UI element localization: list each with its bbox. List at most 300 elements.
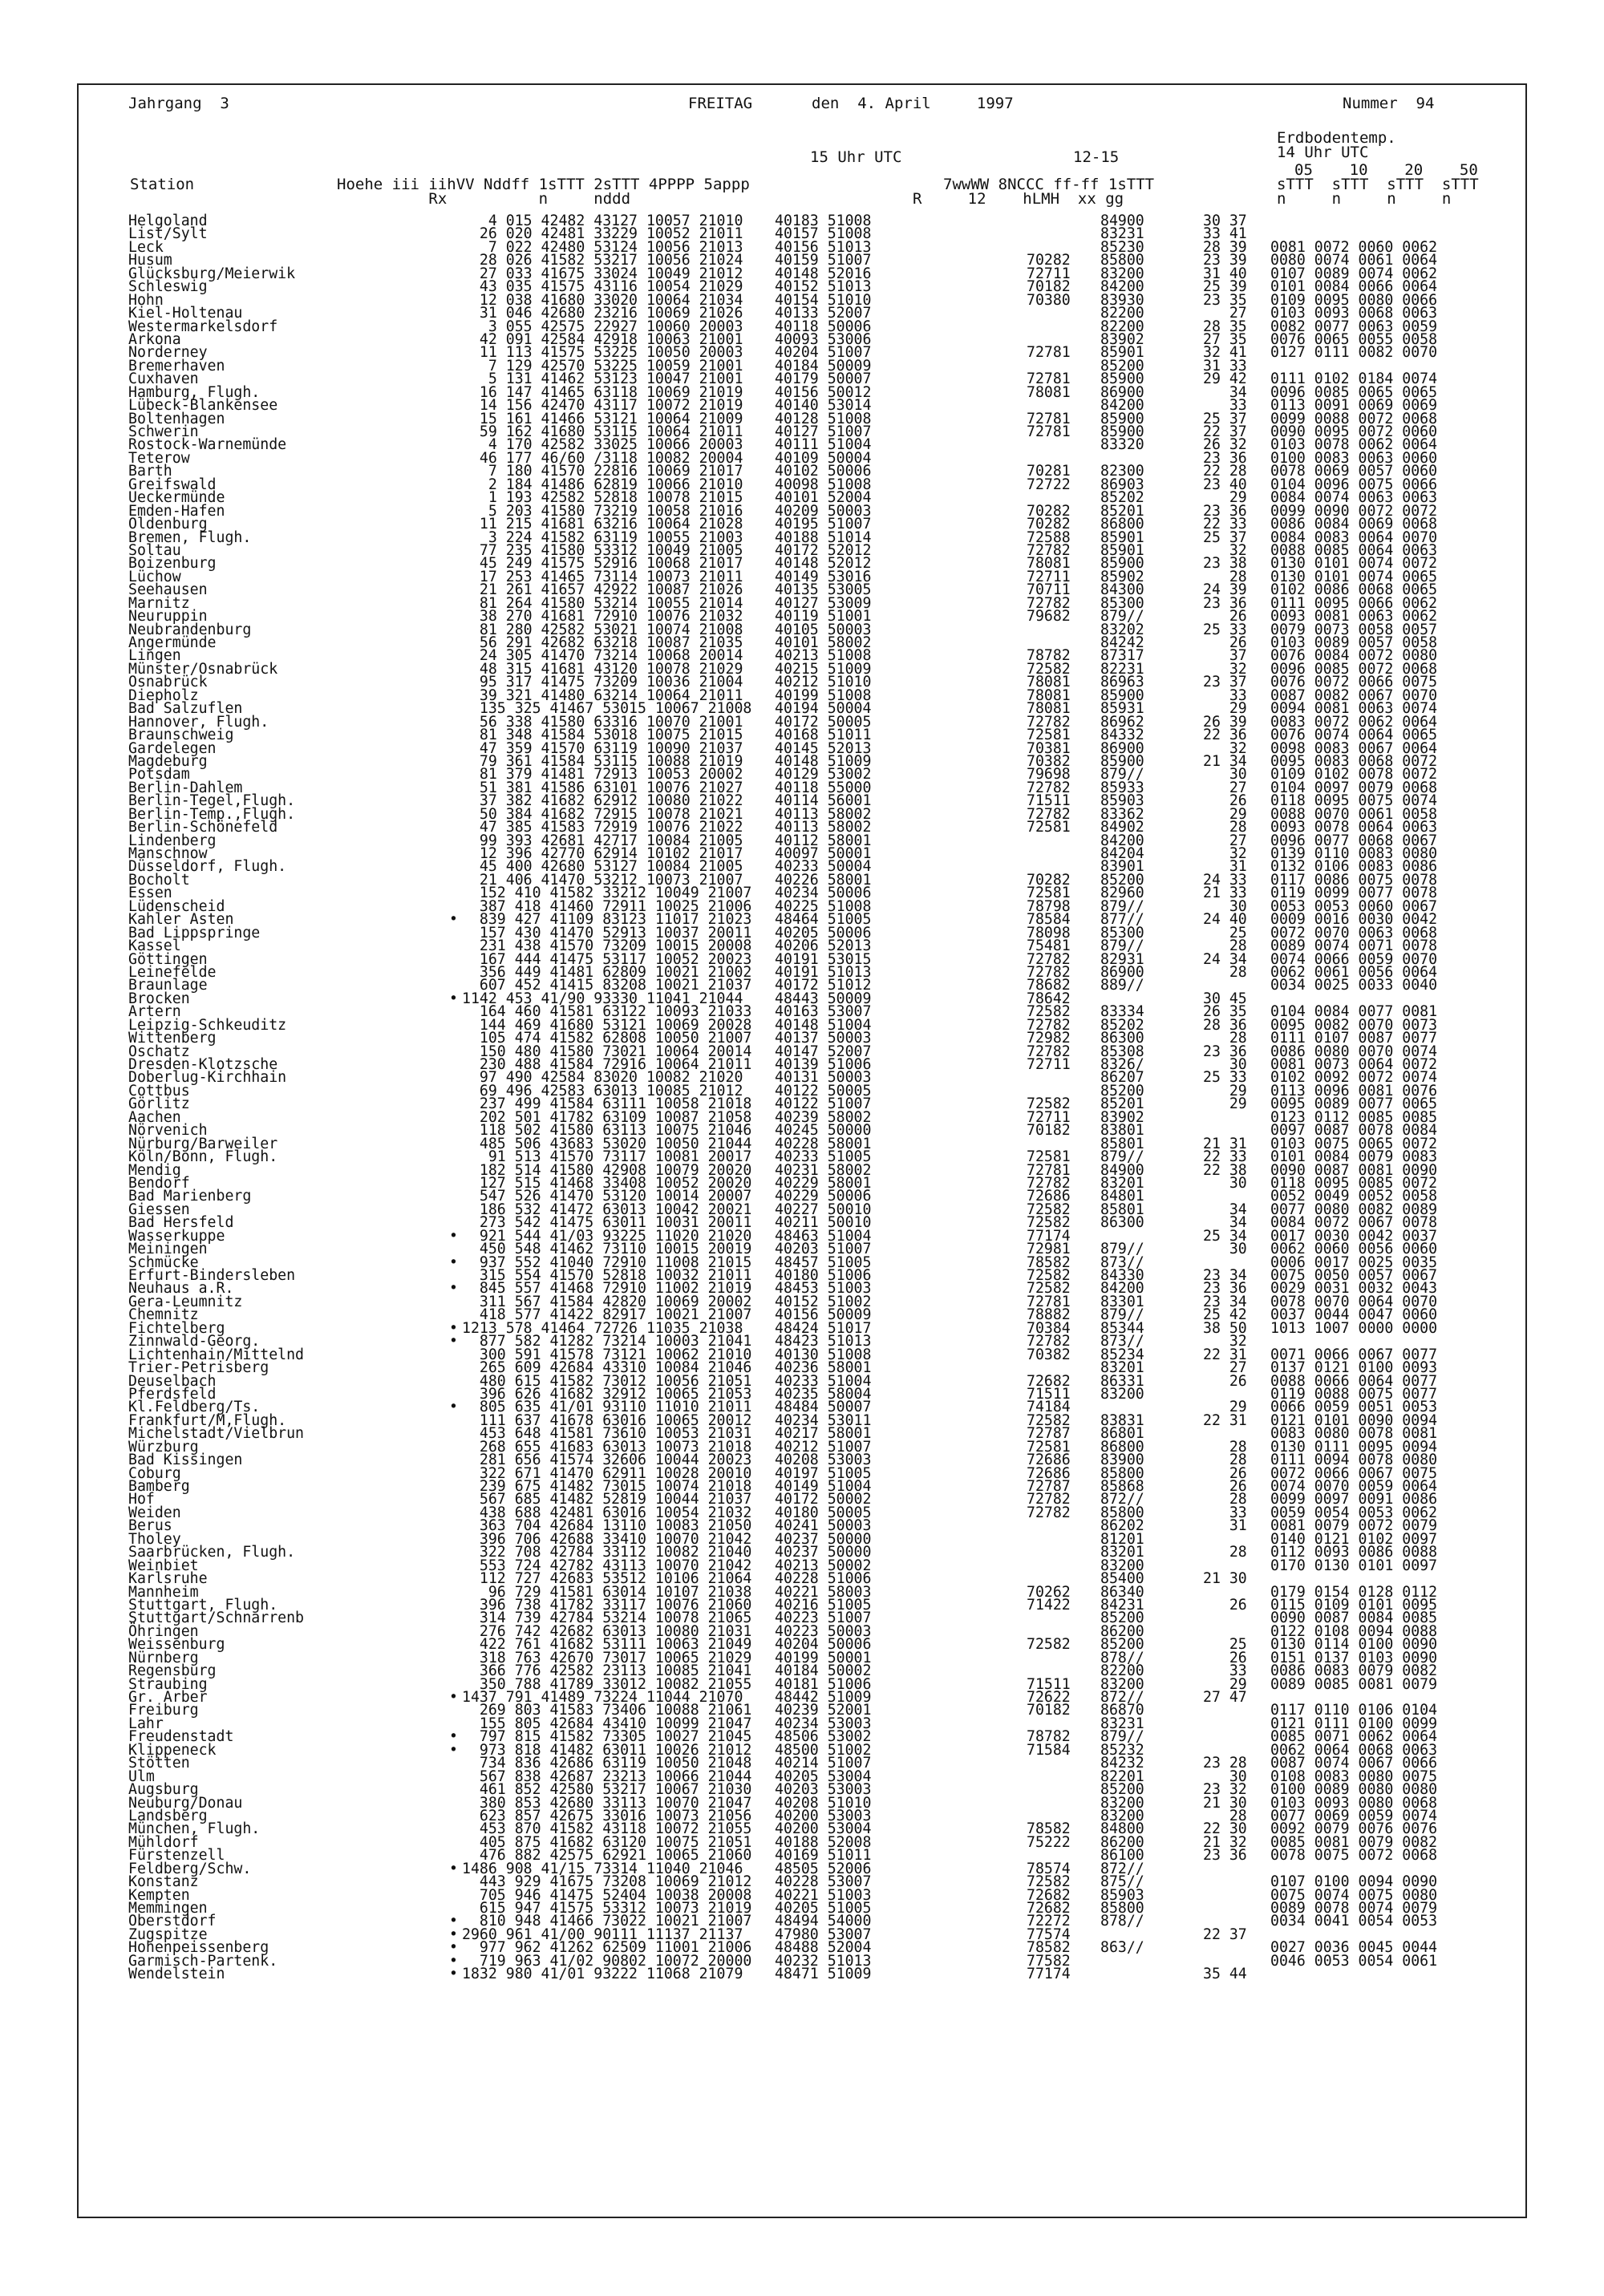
ww-code: 70382 [1027,752,1071,770]
pressure-values: 40213 51008 [775,647,872,665]
station-name: Garmisch-Partenk. [128,1952,278,1970]
pressure-values: 40205 50006 [775,924,872,941]
soil-temps: 0101 0084 0079 0083 [1270,1148,1438,1166]
wind-gust: 22 37 [1203,423,1247,440]
wind-gust: 28 [1203,819,1247,836]
wind-gust: 30 [1203,1056,1247,1073]
pressure-values: 40234 53003 [775,1715,872,1732]
ww-code: 72982 [1027,1030,1071,1047]
station-name: Lahr [128,1715,164,1732]
cloud-code: 84330 [1100,1267,1144,1284]
station-name: Westermarkelsdorf [128,318,278,335]
obs-header-row1: 7wwWW 8NCCC ff-ff 1sTTT [943,176,1155,193]
soil-temps: 0096 0077 0068 0067 [1270,832,1438,849]
soil-temps: 0119 0099 0077 0078 [1270,885,1438,902]
station-name: Osnabrück [128,674,208,691]
pressure-values: 40159 51007 [775,252,872,269]
pressure-values: 40128 51008 [775,410,872,427]
ww-code: 72782 [1027,963,1071,981]
station-name: Gardelegen [128,739,217,757]
cloud-code: 85200 [1100,357,1144,375]
main-values: 845 557 41468 72910 11002 21019 [462,1280,752,1298]
mountain-marker: • [449,1913,458,1930]
soil-temps: 0130 0101 0074 0072 [1270,555,1438,573]
station-name: Hannover, Flugh. [128,713,269,731]
pressure-values: 40195 51007 [775,516,872,533]
station-name: Manschnow [128,845,208,862]
main-values: 396 706 42688 33410 10070 21042 [462,1530,752,1548]
main-values: 269 803 41583 73406 10088 21061 [462,1702,752,1719]
wind-gust: 33 [1203,686,1247,704]
pressure-values: 40204 50006 [775,1636,872,1654]
wind-gust: 27 [1203,305,1247,322]
pressure-values: 40199 50001 [775,1649,872,1666]
soil-temps: 0074 0070 0059 0064 [1270,1478,1438,1495]
main-values: 16 147 41465 63118 10069 21019 [462,383,743,401]
wind-gust: 25 37 [1203,528,1247,546]
ww-code: 72782 [1027,1491,1071,1508]
soil-temps: 0081 0073 0064 0072 [1270,1056,1438,1073]
pressure-values: 40172 50005 [775,713,872,731]
ww-code: 70262 [1027,1583,1071,1601]
station-name: Kahler Asten [128,911,234,929]
soil-temps: 0099 0088 0072 0068 [1270,410,1438,427]
station-name: Bamberg [128,1478,190,1495]
station-name: Stötten [128,1755,190,1772]
pressure-values: 40130 51008 [775,1346,872,1363]
cloud-code: 86800 [1100,1438,1144,1456]
station-name: Bad Kissingen [128,1452,243,1469]
station-name: Hof [128,1491,155,1508]
ww-code: 70282 [1027,502,1071,520]
pressure-values: 40152 51013 [775,278,872,296]
soil-temps: 0108 0083 0080 0075 [1270,1768,1438,1785]
pressure-values: 47980 53007 [775,1925,872,1943]
wind-gust: 29 42 [1203,371,1247,388]
pressure-values: 48442 51009 [775,1689,872,1706]
station-name: Schleswig [128,278,208,296]
cloud-code: 84300 [1100,581,1144,599]
wind-gust: 26 32 [1203,436,1247,454]
cloud-code: 85900 [1100,752,1144,770]
mountain-marker: • [449,990,458,1007]
soil-temps: 0077 0069 0059 0074 [1270,1807,1438,1824]
main-values: 11 113 41575 53225 10050 20003 [462,344,743,362]
wind-gust: 23 38 [1203,555,1247,573]
pressure-values: 48471 51009 [775,1966,872,1983]
cloud-code: 85902 [1100,568,1144,585]
wind-gust: 28 36 [1203,1016,1247,1034]
pressure-values: 40239 52001 [775,1702,872,1719]
cloud-code: 85900 [1100,371,1144,388]
cloud-code: 83900 [1100,1452,1144,1469]
ww-code: 72581 [1027,727,1071,744]
soil-temps: 0076 0072 0066 0075 [1270,674,1438,691]
mountain-marker: • [449,1952,458,1970]
cloud-code: 872// [1100,1860,1144,1877]
soil-temps: 0140 0121 0102 0097 [1270,1530,1438,1548]
main-values: 152 410 41582 33212 10049 21007 [462,885,752,902]
cloud-code: 86962 [1100,713,1144,731]
station-name: Hamburg, Flugh. [128,383,261,401]
soil-temps: 0101 0084 0066 0064 [1270,278,1438,296]
station-name: Stuttgart/Schnarrenb [128,1610,304,1627]
soil-temps: 0130 0114 0100 0090 [1270,1636,1438,1654]
station-name: Essen [128,885,172,902]
main-values: 461 852 42580 53217 10067 21030 [462,1781,752,1799]
wind-gust: 21 31 [1203,1135,1247,1152]
station-name: Deuselbach [128,1372,217,1390]
main-values: 11 215 41681 63216 10064 21028 [462,516,743,533]
ww-code: 72711 [1027,1108,1071,1126]
soil-temps: 0087 0074 0067 0066 [1270,1755,1438,1772]
wind-gust: 22 31 [1203,1411,1247,1429]
ww-code: 72581 [1027,1438,1071,1456]
station-name: Zugspitze [128,1925,208,1943]
station-name: Öhringen [128,1622,199,1640]
wind-gust: 32 [1203,739,1247,757]
soil-temps: 0083 0080 0078 0081 [1270,1425,1438,1443]
wind-gust: 28 [1203,568,1247,585]
ww-code: 78582 [1027,1253,1071,1271]
wind-gust: 25 [1203,1636,1247,1654]
pressure-values: 40209 50003 [775,502,872,520]
ww-code: 70182 [1027,1122,1071,1140]
soil-temps: 0103 0075 0065 0072 [1270,1135,1438,1152]
table-row [128,1968,1540,1981]
cloud-code: 82931 [1100,950,1144,968]
ww-code: 78081 [1027,700,1071,718]
soil-temps: 0085 0081 0079 0082 [1270,1833,1438,1851]
wind-gust: 22 33 [1203,1148,1247,1166]
station-name: Oschatz [128,1043,190,1060]
mountain-marker: • [449,1280,458,1298]
main-values: 422 761 41682 53111 10063 21049 [462,1636,752,1654]
soil-temps: 0080 0074 0061 0064 [1270,252,1438,269]
cloud-code: 85400 [1100,1570,1144,1588]
cloud-code: 83200 [1100,265,1144,282]
station-name: Leck [128,238,164,256]
main-values: 81 280 42582 53021 10074 21008 [462,621,743,638]
station-name: Mühldorf [128,1833,199,1851]
wind-gust: 26 [1203,1372,1247,1390]
ww-code: 72582 [1027,1267,1071,1284]
station-name: Memmingen [128,1900,208,1917]
weekday-label: FREITAG [688,95,753,112]
soil-temps: 0062 0061 0056 0064 [1270,963,1438,981]
pressure-values: 40149 51004 [775,1478,872,1495]
cloud-code: 83320 [1100,436,1144,454]
cloud-code: 86200 [1100,1622,1144,1640]
pressure-values: 48424 51017 [775,1319,872,1337]
cloud-code: 82201 [1100,1768,1144,1785]
ww-code: 78081 [1027,674,1071,691]
station-name: Weiden [128,1504,181,1521]
wind-gust: 26 [1203,1464,1247,1482]
station-name: München, Flugh. [128,1820,261,1838]
cloud-code: 83301 [1100,1293,1144,1310]
soil-temps: 0072 0066 0067 0075 [1270,1464,1438,1482]
pressure-values: 40122 51007 [775,1095,872,1113]
pressure-values: 40223 50003 [775,1622,872,1640]
wind-gust: 22 30 [1203,1820,1247,1838]
pressure-values: 40231 58002 [775,1161,872,1179]
main-values: 734 836 42686 63119 10050 21048 [462,1755,752,1772]
pressure-values: 40237 50000 [775,1544,872,1561]
cloud-code: 85300 [1100,594,1144,612]
station-name: Erfurt-Bindersleben [128,1267,296,1284]
wind-gust: 25 34 [1203,1227,1247,1245]
soil-temps: 0017 0030 0042 0037 [1270,1227,1438,1245]
station-name: Barth [128,463,172,480]
cloud-code: 82231 [1100,660,1144,678]
pressure-values: 40101 58002 [775,634,872,651]
main-values: 322 708 42784 33112 10082 21040 [462,1544,752,1561]
station-name: Oberstdorf [128,1913,217,1930]
main-values: 97 490 42584 83020 10082 21020 [462,1069,743,1087]
cloud-code: 82200 [1100,1662,1144,1680]
pressure-values: 40237 50000 [775,1530,872,1548]
cloud-code: 82960 [1100,885,1144,902]
main-values: 231 438 41570 73209 10015 20008 [462,937,752,955]
station-name: Kassel [128,937,181,955]
main-values: 79 361 41584 53115 10088 21019 [462,752,743,770]
cloud-code: 82300 [1100,463,1144,480]
main-values: 4 015 42482 43127 10057 21010 [462,213,743,229]
station-name: Mendig [128,1161,181,1179]
ww-code: 70384 [1027,1319,1071,1337]
station-name: Arkona [128,330,181,348]
soil-temps: 0092 0079 0076 0076 [1270,1820,1438,1838]
main-values: 28 026 41582 53217 10056 21024 [462,252,743,269]
pressure-values: 40101 52004 [775,489,872,507]
ww-code: 72581 [1027,819,1071,836]
wind-gust: 23 34 [1203,1293,1247,1310]
wind-gust: 34 [1203,1201,1247,1218]
main-values: 937 552 41040 72910 11008 21015 [462,1253,752,1271]
station-name: Görlitz [128,1095,190,1113]
ww-code: 72686 [1027,1452,1071,1469]
station-name: Würzburg [128,1438,199,1456]
pressure-values: 40212 51007 [775,1438,872,1456]
ww-code: 72686 [1027,1464,1071,1482]
wind-gust: 25 39 [1203,278,1247,296]
main-values: 3 055 42575 22927 10060 20003 [462,318,743,335]
ww-code: 72782 [1027,713,1071,731]
pressure-values: 40206 52013 [775,937,872,955]
cloud-code: 85801 [1100,1135,1144,1152]
pressure-values: 40135 53005 [775,581,872,599]
main-values: 4 170 42582 33025 10066 20003 [462,436,743,454]
ww-code: 78081 [1027,383,1071,401]
station-name: Göttingen [128,950,208,968]
wind-gust: 24 34 [1203,950,1247,968]
soil-temps: 0132 0106 0083 0086 [1270,858,1438,876]
main-values: 167 444 41475 53117 10052 20023 [462,950,752,968]
soil-temps: 0151 0137 0103 0090 [1270,1649,1438,1666]
ww-code: 78098 [1027,924,1071,941]
station-name: Fürstenzell [128,1847,225,1865]
main-values: 95 317 41475 73209 10036 21004 [462,674,743,691]
pressure-values: 40129 53002 [775,766,872,784]
ww-code: 72981 [1027,1241,1071,1258]
cloud-code: 878// [1100,1649,1144,1666]
cloud-code: 85800 [1100,1464,1144,1482]
ww-code: 72787 [1027,1478,1071,1495]
cloud-code: 875// [1100,1873,1144,1891]
cloud-code: 83831 [1100,1411,1144,1429]
station-name: Berlin-Dahlem [128,779,243,796]
cloud-code: 85800 [1100,252,1144,269]
pressure-values: 40111 51004 [775,436,872,454]
cloud-code: 879// [1100,608,1144,626]
cloud-code: 872// [1100,1689,1144,1706]
wind-gust: 30 45 [1203,990,1247,1007]
cloud-code: 85232 [1100,1741,1144,1759]
wind-gust: 26 [1203,608,1247,626]
main-values: 2960 961 41/00 90111 11137 21137 [462,1925,743,1943]
wind-gust: 30 [1203,766,1247,784]
pressure-values: 40181 51006 [775,1675,872,1693]
main-values: 276 742 42682 63013 10080 21031 [462,1622,752,1640]
pressure-values: 40205 51005 [775,1900,872,1917]
station-name: Aachen [128,1108,181,1126]
station-name: Trier-Petrisberg [128,1359,269,1377]
cloud-code: 85200 [1100,1082,1144,1099]
soil-temps: 0088 0085 0064 0063 [1270,541,1438,559]
group-12-15: 12-15 [1073,148,1120,166]
main-values: 1486 908 41/15 73314 11040 21046 [462,1860,743,1877]
main-values: 21 406 41470 53212 10073 21007 [462,871,743,889]
wind-gust: 22 37 [1203,1925,1247,1943]
cloud-code: 84242 [1100,634,1144,651]
pressure-values: 48488 52004 [775,1939,872,1957]
soil-temps: 0096 0085 0065 0065 [1270,383,1438,401]
pressure-values: 40118 50006 [775,318,872,335]
ww-code: 70182 [1027,278,1071,296]
main-values: 77 235 41580 53312 10049 21005 [462,541,743,559]
soil-temps: 0179 0154 0128 0112 [1270,1583,1438,1601]
soil-temps: 0111 0107 0087 0077 [1270,1030,1438,1047]
pressure-values: 40113 58002 [775,819,872,836]
ww-code: 70182 [1027,1702,1071,1719]
station-name: Cuxhaven [128,371,199,388]
station-name: Seehausen [128,581,208,599]
wind-gust: 30 [1203,1241,1247,1258]
cloud-code: 85801 [1100,1201,1144,1218]
ww-code: 78782 [1027,647,1071,665]
cloud-code: 81201 [1100,1530,1144,1548]
cloud-code: 83231 [1100,225,1144,243]
soil-temps: 0089 0078 0074 0079 [1270,1900,1438,1917]
soil-temps: 0074 0066 0059 0070 [1270,950,1438,968]
station-name: Potsdam [128,766,190,784]
main-values: 5 203 41580 73219 10058 21016 [462,502,743,520]
pressure-values: 40229 50006 [775,1188,872,1205]
issue-number: Nummer 94 [1343,95,1435,112]
main-values: 26 020 42481 33229 10052 21011 [462,225,743,243]
wind-gust: 23 39 [1203,252,1247,269]
pressure-values: 40232 51013 [775,1952,872,1970]
cloud-code: 86207 [1100,1069,1144,1087]
cloud-code: 84204 [1100,845,1144,862]
soil-temps: 0084 0074 0063 0063 [1270,489,1438,507]
mountain-marker: • [449,1319,458,1337]
pressure-values: 40225 51008 [775,897,872,915]
pressure-values: 40188 52008 [775,1833,872,1851]
soil-temps: 0097 0087 0078 0084 [1270,1122,1438,1140]
cloud-code: 85901 [1100,528,1144,546]
soil-temps: 0095 0082 0070 0073 [1270,1016,1438,1034]
cloud-code: 85308 [1100,1043,1144,1060]
station-name: Braunlage [128,977,208,994]
soil-temps: 0088 0066 0064 0077 [1270,1372,1438,1390]
cloud-code: 84902 [1100,819,1144,836]
cloud-code: 83200 [1100,1557,1144,1574]
station-name: Neuruppin [128,608,208,626]
station-name: Leinefelde [128,963,217,981]
soil-temps: 0090 0095 0072 0060 [1270,423,1438,440]
cloud-code: 84200 [1100,832,1144,849]
main-header-row2: Rx n nddd [337,190,631,208]
main-values: 839 427 41109 83123 11017 21023 [462,911,752,929]
station-name: Frankfurt/M,Flugh. [128,1411,287,1429]
pressure-values: 40213 50002 [775,1557,872,1574]
station-name: Berus [128,1517,172,1535]
ww-code: 77174 [1027,1966,1071,1983]
main-values: 47 359 41570 63119 10090 21037 [462,739,743,757]
soil-temps: 0087 0082 0067 0070 [1270,686,1438,704]
station-name: Magdeburg [128,752,208,770]
soil-temps: 0046 0053 0054 0061 [1270,1952,1438,1970]
wind-gust: 23 40 [1203,476,1247,493]
main-values: 144 469 41680 53121 10069 20028 [462,1016,752,1034]
station-name: Giessen [128,1201,190,1218]
ww-code: 72711 [1027,568,1071,585]
pressure-values: 48463 51004 [775,1227,872,1245]
station-name: Dresden-Klotzsche [128,1056,278,1073]
wind-gust: 23 35 [1203,291,1247,309]
wind-gust: 24 33 [1203,871,1247,889]
soil-temps: 0083 0072 0062 0064 [1270,713,1438,731]
main-values: 553 724 42782 43113 10070 21042 [462,1557,752,1574]
cloud-code: 879// [1100,1148,1144,1166]
cloud-code: 85201 [1100,502,1144,520]
main-values: 480 615 41582 73012 10056 21051 [462,1372,752,1390]
pressure-values: 40137 50003 [775,1030,872,1047]
soil-temps: 0034 0041 0054 0053 [1270,1913,1438,1930]
pressure-values: 40208 53003 [775,1452,872,1469]
station-name: Köln/Bonn, Flugh. [128,1148,278,1166]
ww-code: 70282 [1027,516,1071,533]
ww-code: 70381 [1027,739,1071,757]
main-values: 387 418 41460 72911 10025 21006 [462,897,752,915]
pressure-values: 40114 56001 [775,792,872,810]
station-name: Husum [128,252,172,269]
station-name: Angermünde [128,634,217,651]
pressure-values: 40179 50007 [775,371,872,388]
pressure-values: 48457 51005 [775,1253,872,1271]
main-values: 315 554 41570 52818 10032 21011 [462,1267,752,1284]
soil-temps: 0100 0083 0063 0060 [1270,449,1438,467]
main-values: 300 591 41578 73121 10062 21010 [462,1346,752,1363]
soil-temps: 0034 0025 0033 0040 [1270,977,1438,994]
wind-gust: 25 33 [1203,621,1247,638]
station-name: Düsseldorf, Flugh. [128,858,287,876]
station-name: Lübeck-Blankensee [128,397,278,415]
station-name: Münster/Osnabrück [128,660,278,678]
main-values: 56 291 42682 63218 10087 21035 [462,634,743,651]
